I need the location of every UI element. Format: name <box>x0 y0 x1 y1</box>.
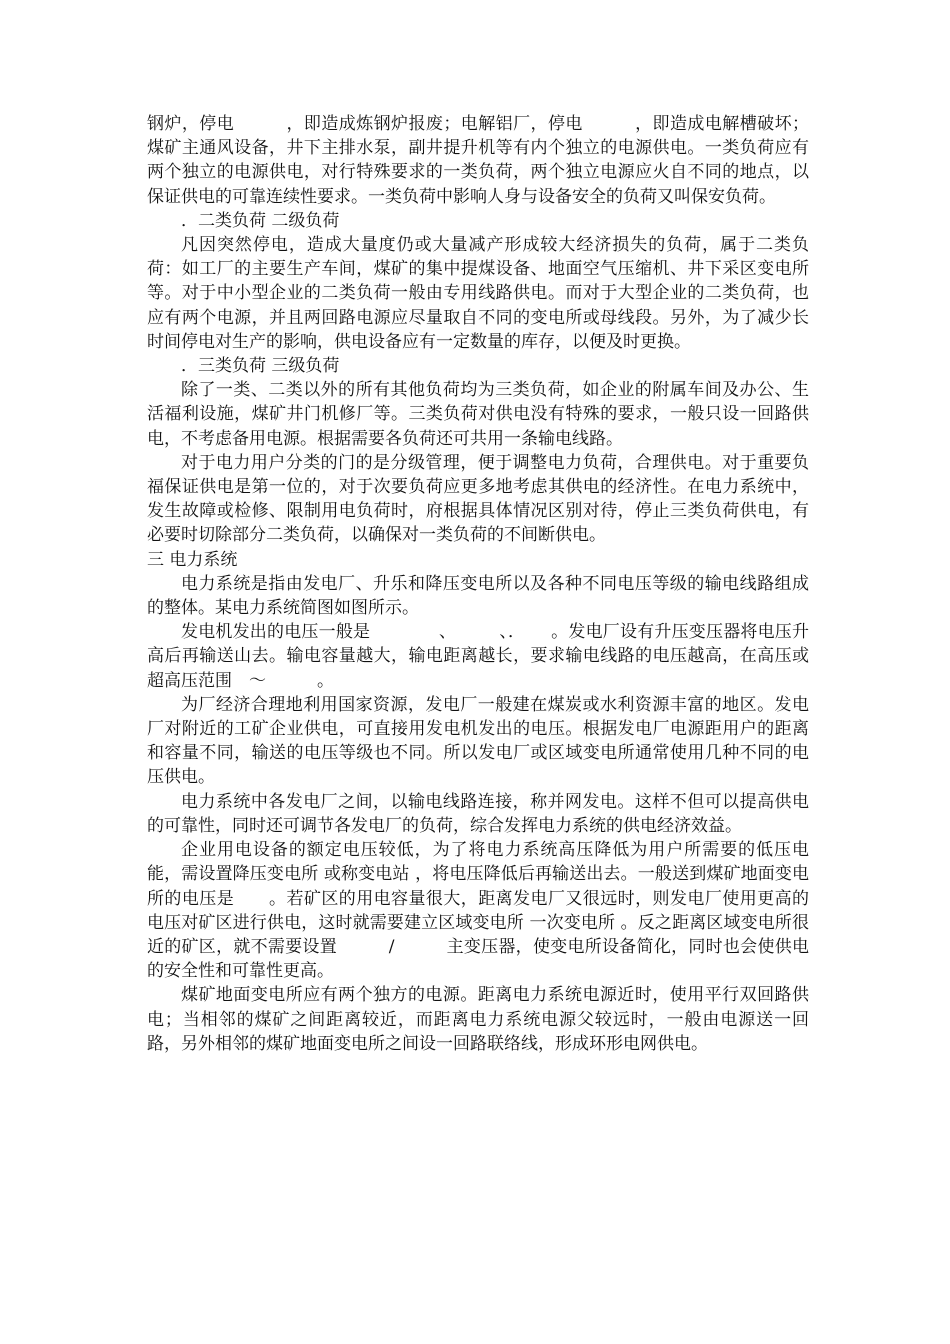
paragraph-primary-load-continued: 钢炉，停电 ，即造成炼钢炉报废；电解铝厂，停电 ，即造成电解槽破坏；煤矿主通风设备，井下主排水泵，副井提升机等有内个独立的电源供电。一类负荷应有两个独立的电源供电，对行特殊要求的一类负荷，两个独立电源应火自不同的地点，以保证供电的可靠连续性要求。一类负荷中影响人身与设备安全的负荷又叫保安负荷。 <box>147 114 809 207</box>
heading-secondary-load: ．二类负荷 二级负荷 <box>181 210 340 231</box>
heading-power-system: 三 电力系统 <box>147 549 238 570</box>
paragraph-substation: 企业用电设备的额定电压较低，为了将电力系统高压降低为用户所需要的低压电能，需设置降压变电所 或称变电站 ，将电压降低后再输送出去。一般送到煤矿地面变电所的电压是 。若矿区的用电容量很大，距离发电厂又很远时，则发电厂使用更高的电压对矿区进行供电，这时就需要建立区域变电所 一次变电所 。反之距离区域变电所很近的矿区，就不需要设置 / 主变压器，使变电所设备简化，同时也会使供电的安全性和可靠性更高。 <box>147 840 809 982</box>
paragraph-plant-location: 为厂经济合理地利用国家资源，发电厂一般建在煤炭或水利资源丰富的地区。发电厂对附近的工矿企业供电，可直接用发电机发出的电压。根据发电厂电源距用户的距离和容量不同，输送的电压等级也不同。所以发电厂或区域变电所通常使用几种不同的电压供电。 <box>147 694 809 788</box>
paragraph-secondary-load: 凡因突然停电，造成大量度仍或大量减产形成较大经济损失的负荷，属于二类负荷：如工厂的主要生产车间，煤矿的集中提煤设备、地面空气压缩机、井下采区变电所等。对于中小型企业的二类负荷一般由专用线路供电。而对于大型企业的二类负荷，也应有两个电源，并且两回路电源应尽量取自不同的变电所或母线段。另外，为了减少长时间停电对生产的影响，供电设备应有一定数量的库存，以便及时更换。 <box>147 235 809 352</box>
heading-tertiary-load: ．三类负荷 三级负荷 <box>181 356 340 377</box>
paragraph-power-system-definition: 电力系统是指由发电厂、升乐和降压变电所以及各种不同电压等级的输电线路组成的整体。某电力系统简图如图所示。 <box>147 573 809 619</box>
paragraph-grid-connection: 电力系统中各发电厂之间，以输电线路连接，称并网发电。这样不但可以提高供电的可靠性，同时还可调节各发电厂的负荷，综合发挥电力系统的供电经济效益。 <box>147 791 809 836</box>
document-body <box>147 112 809 1056</box>
paragraph-tertiary-load: 除了一类、二类以外的所有其他负荷均为三类负荷，如企业的附属车间及办公、生活福利设施，煤矿井门机修厂等。三类负荷对供电没有特殊的要求，一般只设一回路供电，不考虑备用电源。根据需要各负荷还可共用一条输电线路。 <box>147 380 809 449</box>
paragraph-mine-power-supply: 煤矿地面变电所应有两个独方的电源。距离电力系统电源近时，使用平行双回路供电；当相邻的煤矿之间距离较近，而距离电力系统电源父较远时，一般由电源送一回路，另外相邻的煤矿地面变电所之间设一回路联络线，形成环形电网供电。 <box>147 985 809 1054</box>
paragraph-load-classification: 对于电力用户分类的门的是分级管理，便于调整电力负荷，合理供电。对于重要负福保证供电是第一位的，对于次要负荷应更多地考虑其供电的经济性。在电力系统中，发生故障或检修、限制用电负荷时，府根据具体情况区别对待，停止三类负荷供电，有必要时切除部分二类负荷，以确保对一类负荷的不间断供电。 <box>147 452 809 546</box>
paragraph-generator-voltage: 发电机发出的电压一般是 、 、． 。发电厂设有升压变压器将电压升高后再输送山去。输电容量越大，输电距离越长，要求输电线路的电压越高，在高压或超高压范围 ～ 。 <box>147 622 809 691</box>
